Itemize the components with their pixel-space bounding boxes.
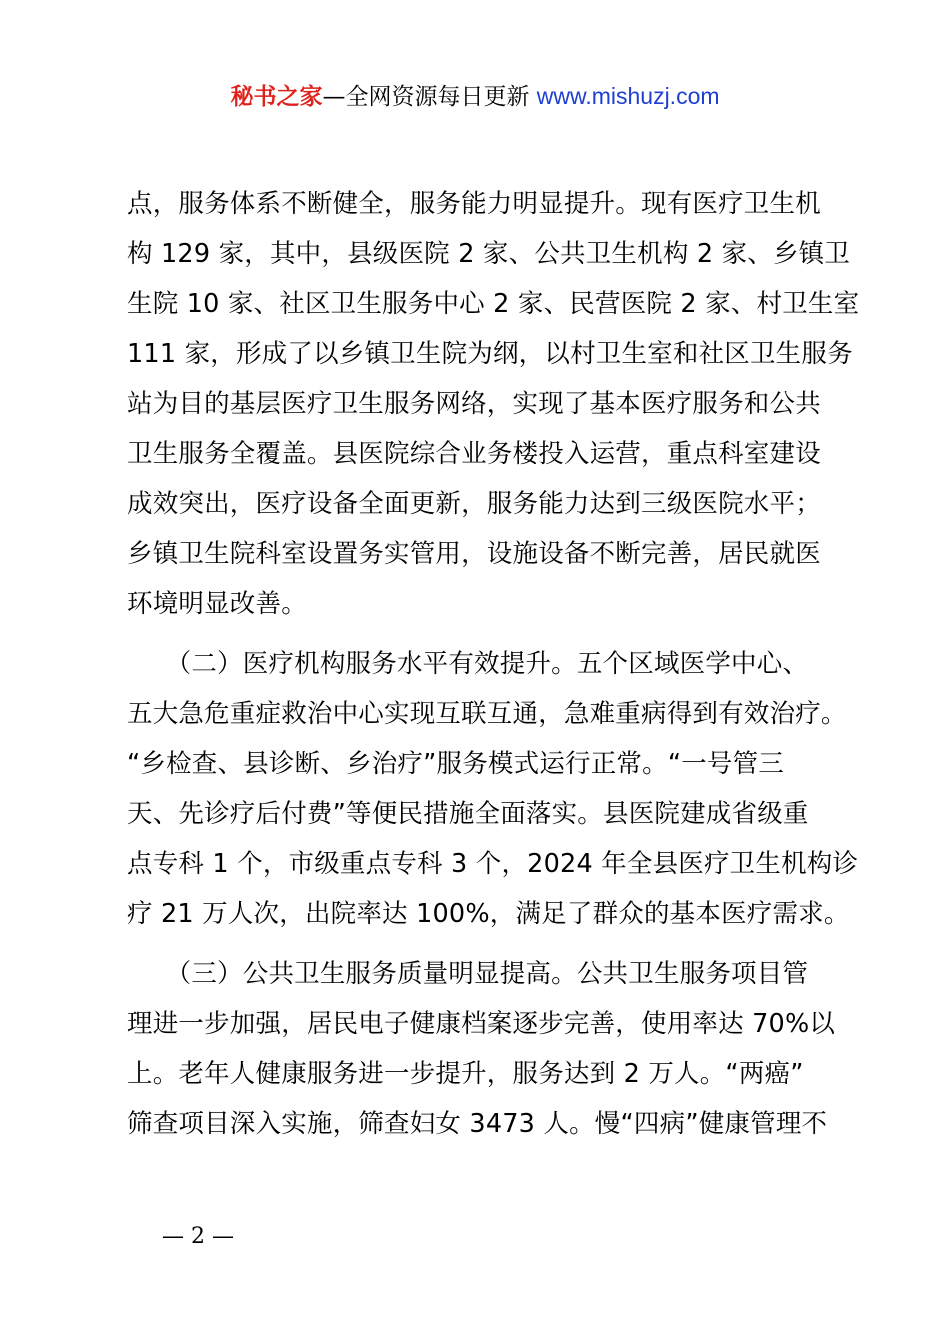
text-line: 卫生服务全覆盖。县医院综合业务楼投入运营，重点科室建设 <box>127 439 821 469</box>
text-line: 生院 10 家、社区卫生服务中心 2 家、民营医院 2 家、村卫生室 <box>127 289 860 319</box>
site-header <box>0 80 950 113</box>
section-heading-line: （二）医疗机构服务水平有效提升。五个区域医学中心、 <box>127 649 809 679</box>
text-line: 筛查项目深入实施，筛查妇女 3473 人。慢“四病”健康管理不 <box>127 1109 828 1139</box>
text-line: 111 家，形成了以乡镇卫生院为纲，以村卫生室和社区卫生服务 <box>127 339 853 369</box>
header-tagline: —全网资源每日更新 <box>322 84 530 110</box>
text-line: 成效突出，医疗设备全面更新，服务能力达到三级医院水平； <box>127 489 821 519</box>
text-line: 构 129 家，其中，县级医院 2 家、公共卫生机构 2 家、乡镇卫 <box>127 239 851 269</box>
text-line: “乡检查、县诊断、乡治疗”服务模式运行正常。“一号管三 <box>127 749 785 779</box>
site-url-link[interactable]: www.mishuzj.com <box>536 83 720 109</box>
text-line: 点专科 1 个，市级重点专科 3 个，2024 年全县医疗卫生机构诊 <box>127 849 859 879</box>
text-line: 乡镇卫生院科室设置务实管用，设施设备不断完善，居民就医 <box>127 539 821 569</box>
brand-name: 秘书之家 <box>230 84 323 110</box>
text-line: 上。老年人健康服务进一步提升，服务达到 2 万人。“两癌” <box>127 1059 804 1089</box>
text-line: 疗 21 万人次，出院率达 100%，满足了群众的基本医疗需求。 <box>127 899 850 929</box>
text-line: 站为目的基层医疗卫生服务网络，实现了基本医疗服务和公共 <box>127 389 821 419</box>
text-line: 五大急危重症救治中心实现互联互通，急难重病得到有效治疗。 <box>127 699 847 729</box>
text-line: 天、先诊疗后付费”等便民措施全面落实。县医院建成省级重 <box>127 799 809 829</box>
text-line: 理进一步加强，居民电子健康档案逐步完善，使用率达 70%以 <box>127 1009 836 1039</box>
text-line: 点，服务体系不断健全，服务能力明显提升。现有医疗卫生机 <box>127 189 821 219</box>
document-body <box>127 185 860 1155</box>
section-heading-line: （三）公共卫生服务质量明显提高。公共卫生服务项目管 <box>127 959 809 989</box>
text-line: 环境明显改善。 <box>127 589 307 619</box>
page-number: — 2 — <box>162 1224 234 1249</box>
